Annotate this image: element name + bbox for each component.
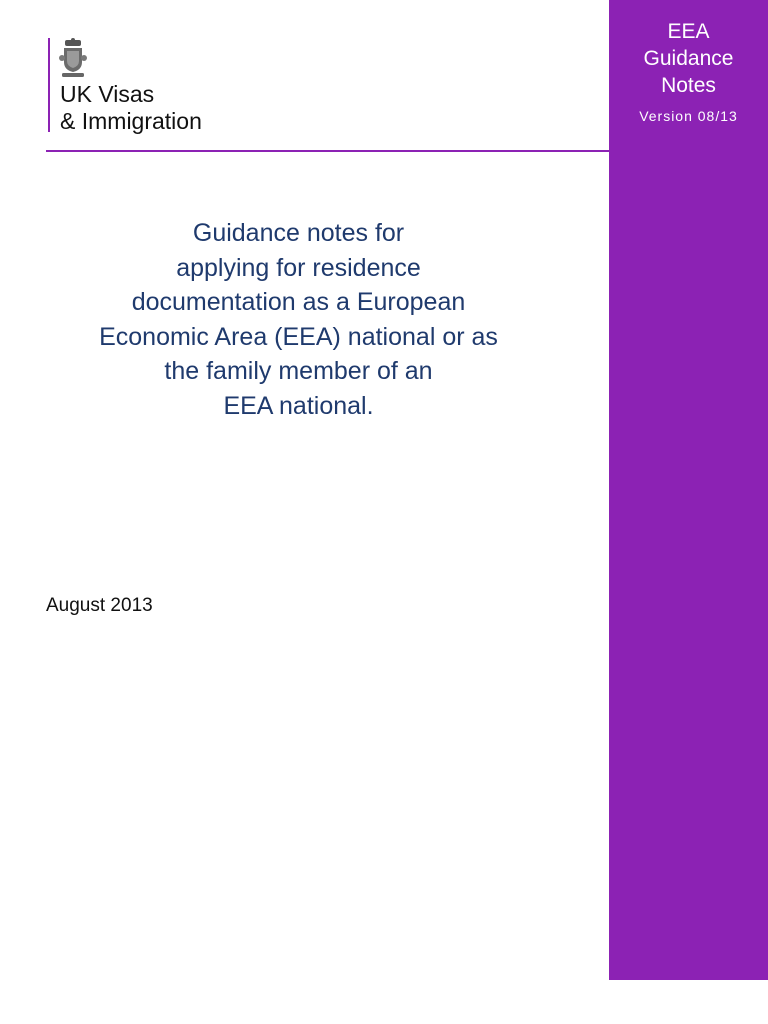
sidebar-title-line: EEA <box>667 20 710 43</box>
version-label: Version 08/13 <box>639 108 738 124</box>
title-line: EEA national. <box>223 391 374 420</box>
document-title <box>46 216 551 423</box>
logo-divider-bar <box>48 38 50 132</box>
uk-visas-immigration-logo <box>48 38 248 134</box>
title-line: Guidance notes for <box>192 219 405 247</box>
logo-text-line-1: UK Visas <box>60 81 155 107</box>
sidebar-title-line: Guidance <box>643 47 734 70</box>
title-line: applying for residence <box>176 253 421 282</box>
title-line: Economic Area (EEA) national or as <box>99 322 498 351</box>
header-divider <box>46 150 609 152</box>
royal-crest-icon <box>58 38 88 80</box>
sidebar-title-line: Notes <box>661 74 716 97</box>
title-line: the family member of an <box>164 357 433 385</box>
title-line: documentation as a European <box>131 288 466 316</box>
sidebar-title <box>609 18 768 99</box>
sidebar-band <box>609 0 768 980</box>
publication-date: August 2013 <box>46 595 153 616</box>
logo-text-line-2: & Immigration <box>60 108 202 134</box>
